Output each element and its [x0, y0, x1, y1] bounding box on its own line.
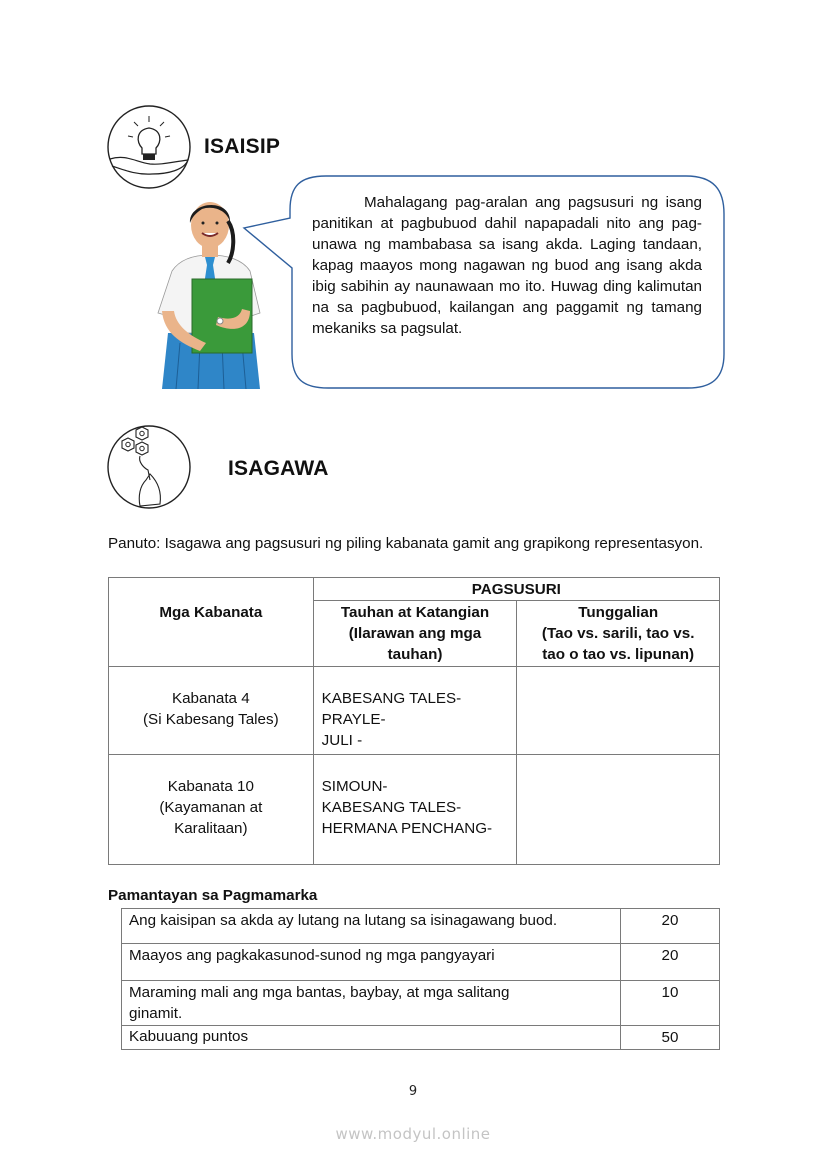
chapter-subtitle: (Kayamanan at	[159, 799, 263, 816]
conflict-cell[interactable]	[517, 667, 720, 755]
header-characters	[313, 601, 517, 667]
lightbulb-in-hand-icon	[106, 104, 192, 190]
rubric-total-label: Kabuuang puntos	[122, 1026, 621, 1050]
page-number: 9	[408, 1084, 418, 1099]
chapter-title: Kabanata 10	[167, 778, 254, 795]
header-conflict-line3: tao o tao vs. lipunan)	[542, 646, 695, 663]
character-item: PRAYLE-	[321, 711, 386, 728]
header-conflict	[517, 601, 720, 667]
bubble-paragraph: Mahalagang pag-aralan ang pagsusuri ng isang panitikan at pagbubuod dahil napapadali nito ang pag-unawa ng mambabasa sa isang akda. Laging tandaan, kapag maayos mong nagawan ng buod ang isang akda ibig sabihin ay naunawaan mo ito. Huwag ding kalimutan na sa pagbubuod, kailangan ang paggamit ng tamang mekaniks sa pagsulat.	[312, 194, 702, 337]
header-chapters-label: Mga Kabanata	[159, 604, 263, 621]
rubric-row	[122, 981, 720, 1026]
chapter-cell	[109, 755, 314, 865]
header-pagsusuri: PAGSUSURI	[313, 578, 719, 601]
rubric-row-total	[122, 1026, 720, 1050]
characters-cell[interactable]	[313, 667, 517, 755]
isaisip-bubble-text	[312, 192, 702, 339]
rubric-points: 20	[621, 909, 720, 944]
isagawa-title: ISAGAWA	[228, 457, 329, 480]
character-item: KABESANG TALES-	[321, 690, 462, 707]
character-item: HERMANA PENCHANG-	[321, 820, 493, 837]
header-characters-line2: (Ilarawan ang mga	[348, 625, 482, 642]
rubric-total-points: 50	[621, 1026, 720, 1050]
gears-in-hand-icon	[106, 424, 192, 510]
table-row	[109, 667, 720, 755]
isaisip-title: ISAISIP	[204, 135, 281, 158]
rubric-criterion: Maraming mali ang mga bantas, baybay, at mga salitang ginamit.	[122, 981, 621, 1026]
rubric-criterion: Maayos ang pagkakasunod-sunod ng mga pangyayari	[122, 944, 621, 981]
character-item: SIMOUN-	[321, 778, 388, 795]
chapter-subtitle: (Si Kabesang Tales)	[143, 711, 279, 728]
rubric-criterion: Ang kaisipan sa akda ay lutang na lutang sa isinagawang buod.	[122, 909, 621, 944]
character-item: KABESANG TALES-	[321, 799, 462, 816]
instruction-text: Panuto: Isagawa ang pagsusuri ng piling kabanata gamit ang grapikong representasyon.	[108, 535, 704, 552]
header-characters-line1: Tauhan at Katangian	[340, 604, 490, 621]
rubric-points: 10	[621, 981, 720, 1026]
conflict-cell[interactable]	[517, 755, 720, 865]
rubric-table	[121, 908, 720, 1050]
header-chapters	[109, 578, 314, 667]
rubric-points: 20	[621, 944, 720, 981]
rubric-heading: Pamantayan sa Pagmamarka	[108, 887, 318, 904]
header-conflict-line1: Tunggalian	[578, 604, 659, 621]
table-row	[109, 755, 720, 865]
watermark: www.modyul.online	[335, 1125, 491, 1143]
rubric-row	[122, 944, 720, 981]
chapter-title: Kabanata 4	[171, 690, 250, 707]
header-characters-line3: tauhan)	[387, 646, 443, 663]
rubric-row	[122, 909, 720, 944]
character-item: JULI -	[321, 732, 363, 749]
header-conflict-line2: (Tao vs. sarili, tao vs.	[541, 625, 695, 642]
characters-cell[interactable]	[313, 755, 517, 865]
chapter-subtitle-cont: Karalitaan)	[174, 820, 248, 837]
analysis-table	[108, 577, 720, 865]
chapter-cell	[109, 667, 314, 755]
